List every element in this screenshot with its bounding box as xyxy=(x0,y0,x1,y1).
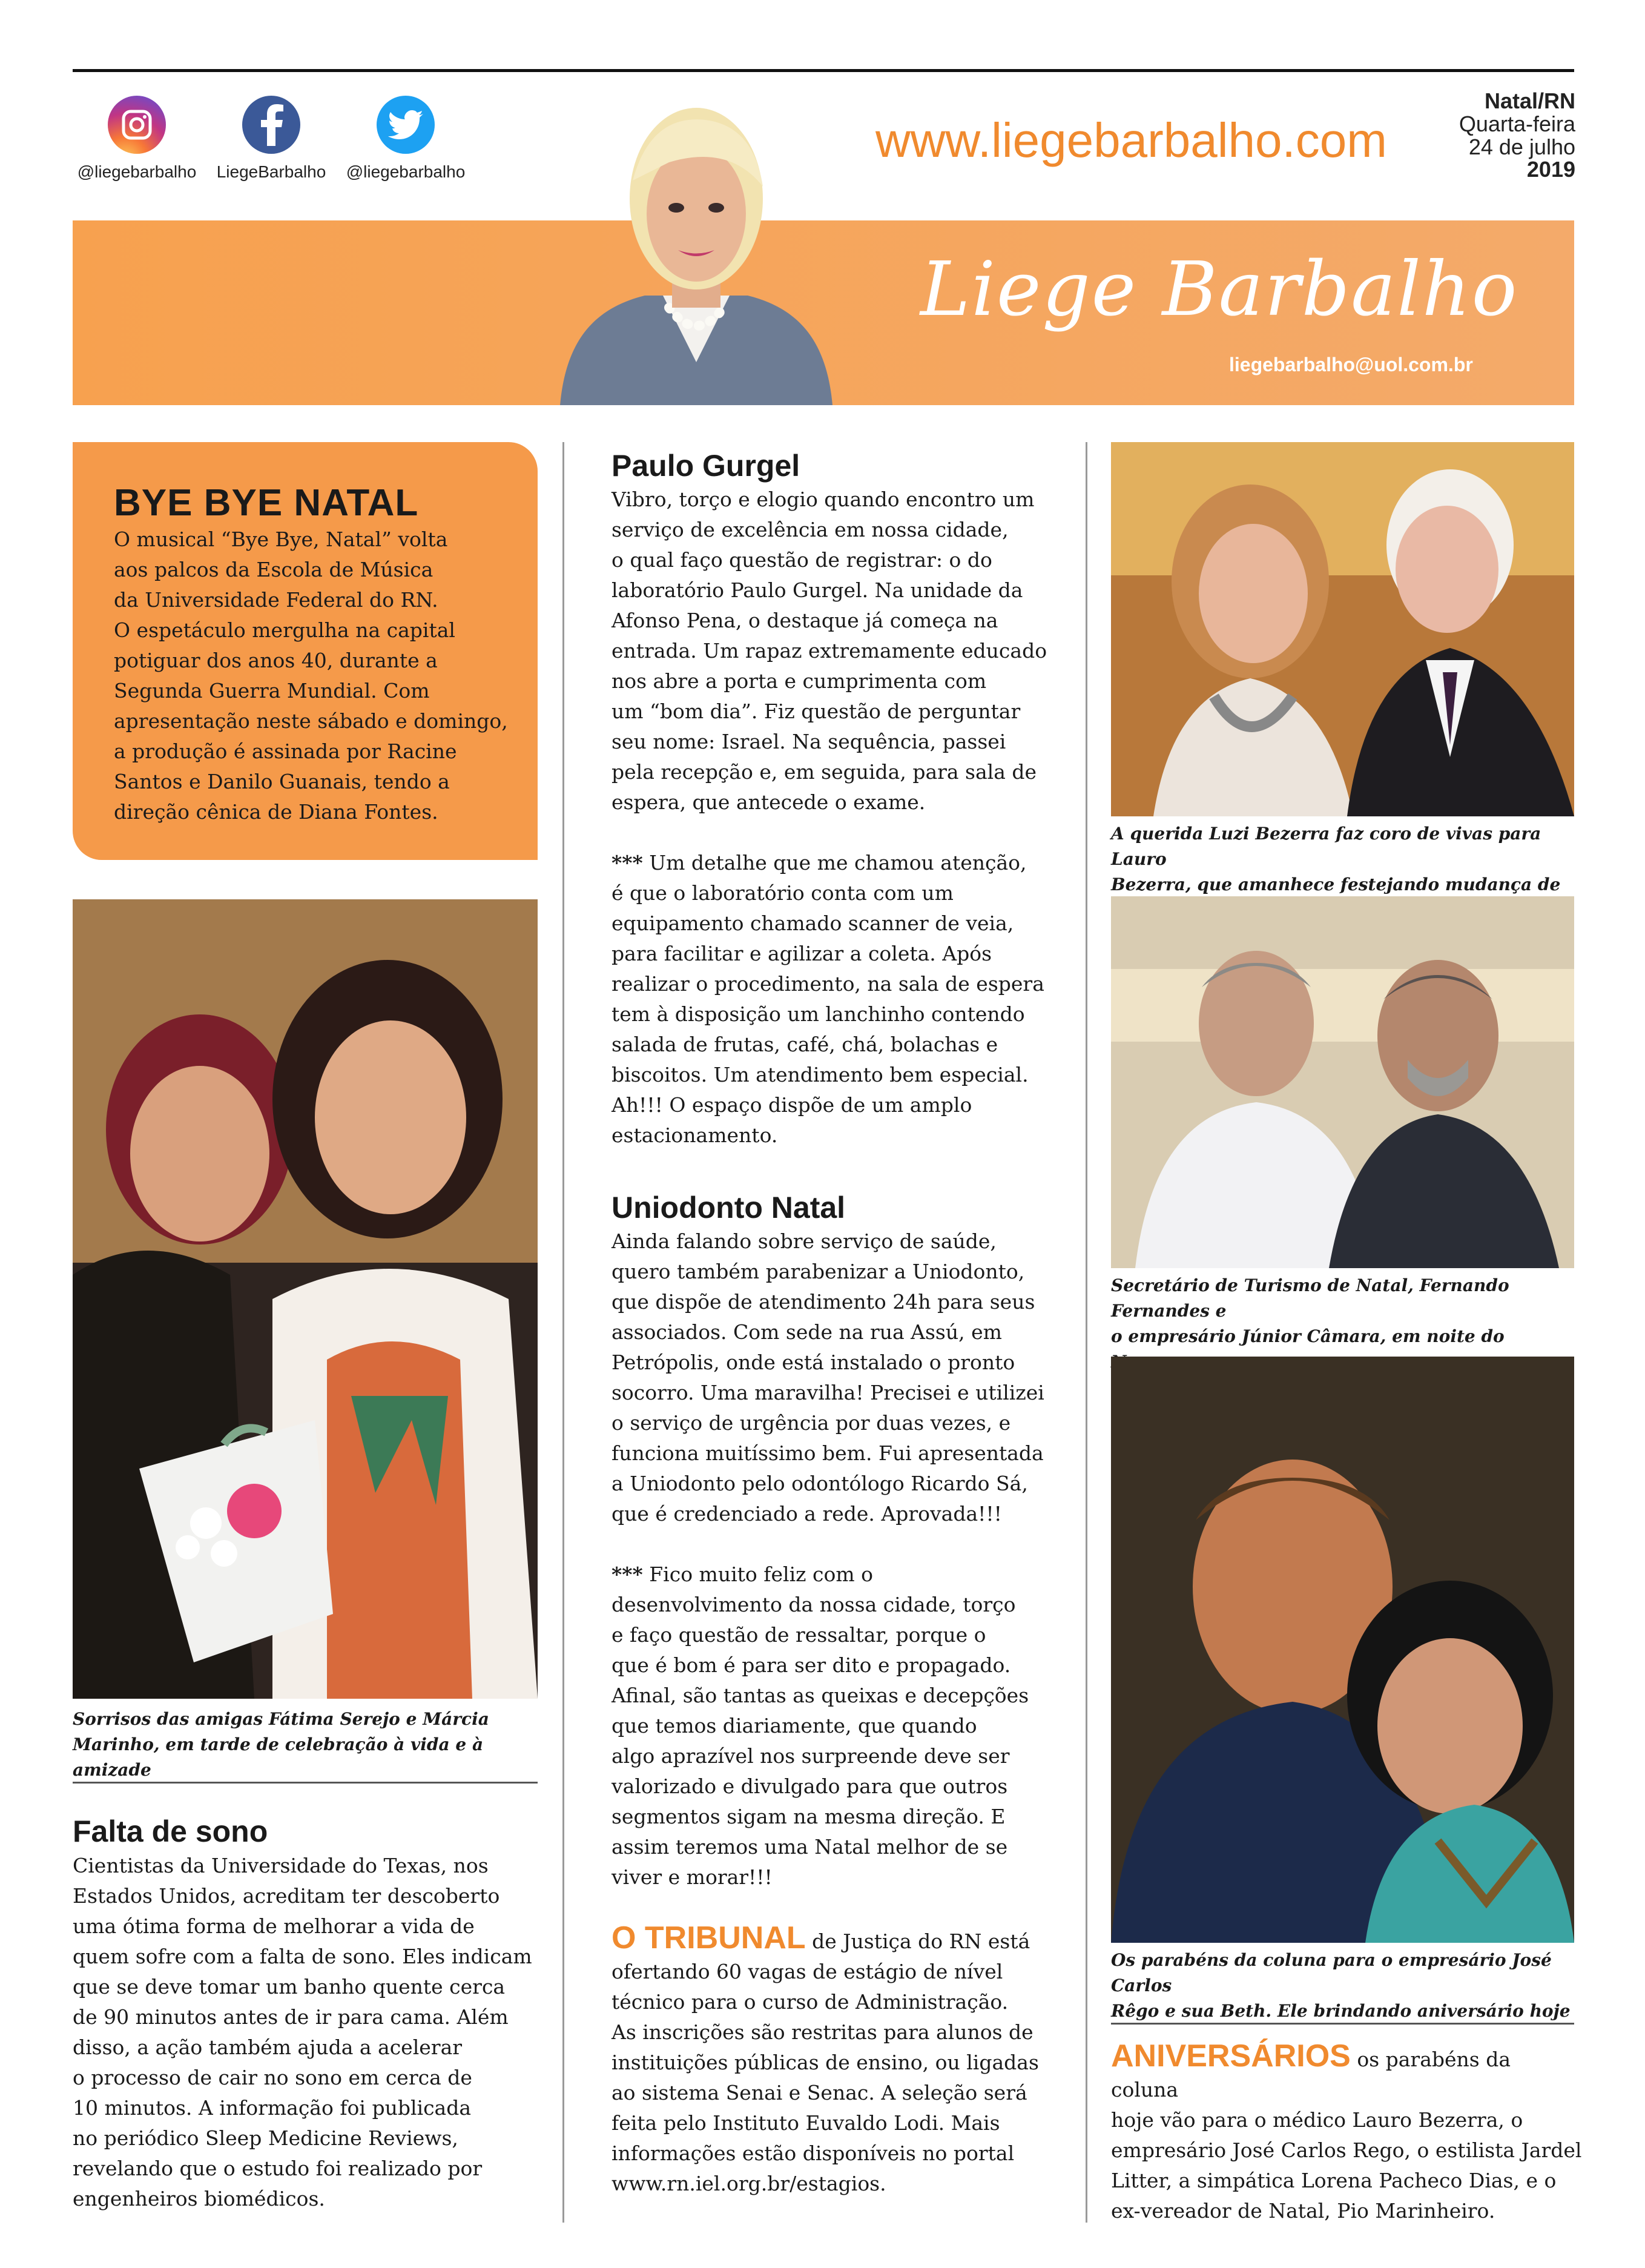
uniodonto-title: Uniodonto Natal xyxy=(612,1191,846,1225)
divider-col3 xyxy=(1111,2023,1574,2025)
instagram-handle[interactable]: @liegebarbalho xyxy=(77,162,197,181)
columnist-portrait xyxy=(548,78,845,405)
photo-luzi-lauro xyxy=(1111,442,1574,816)
twitter-handle[interactable]: @liegebarbalho xyxy=(346,162,466,181)
columnist-name: Liege Barbalho xyxy=(920,246,1518,333)
photo-caption-fernando-junior: Secretário de Turismo de Natal, Fernando Fernandes e o empresário Júnior Câmara, em noite do xyxy=(1111,1275,1509,1346)
paulo-gurgel-text: Vibro, torço e elogio quando encontro um serviço de excelência em nossa cidade, o qual faço questão de registrar: o do laboratório Paulo Gurgel. Na unidade da Afonso Pena, o destaque já começa na entrada. Um rapaz extremamente educado nos abre a porta e cumprimenta com um “bom dia”. Fiz questão de perguntar seu nome: Israel. Na sequência, passei pela recepção e, em seguida, para sala de espera, que antecede o exame. xyxy=(612,488,1047,814)
uniodonto-text: Ainda falando sobre serviço de saúde, quero também parabenizar a Uniodonto, que dispõe de atendimento 24h para seus associados. Com sede na rua Assú, em Petrópolis, onde está instalado o pronto socorro. Uma maravilha! Precisei e utilizei o serviço de urgência por duas vezes, e funciona muitíssimo bem. Fui apresentada a Uniodonto pelo odontólogo Ricardo Sá, que é credenciado a rede. Aprovada!!! xyxy=(612,1229,1044,1526)
uniodonto-text-2 xyxy=(612,1559,1072,1893)
paulo-gurgel-text-2 xyxy=(612,848,1072,1151)
instagram-icon[interactable] xyxy=(108,96,166,154)
date: 24 de julho xyxy=(1468,134,1575,159)
uniodonto-text-2-body: Fico muito feliz com o desenvolvimento da nossa cidade, torço e faço questão de ressaltar, porque o que é bom é para ser dito e propagado. Afinal, são tantas as queixas e decepções que temos diariamente, que quando algo aprazível nos surpreende deve ser valorizado e divulgado para que outros segmentos sigam na mesma direção. E assim teremos uma Natal melhor de se viver e morar!!! xyxy=(612,1562,1029,1889)
photo-caption-luzi-lauro: A querida Luzi Bezerra faz coro de vivas para Lauro Bezerra, que amanhece festejando mudança de xyxy=(1111,824,1561,894)
falta-de-sono-text: Cientistas da Universidade do Texas, nos Estados Unidos, acreditam ter descoberto uma ótima forma de melhorar a vida de quem sofre com a falta de sono. Eles indicam que se deve tomar um banho quente cerca de 90 minutos antes de ir para cama. Além disso, a ação também ajuda a acelerar o processo de cair no sono em cerca de 10 minutos. A informação foi publicada no periódico Sleep Medicine Reviews, revelando que o estudo foi realizado por engenheiros biomédicos. xyxy=(73,1854,532,2210)
photo-fernando-junior xyxy=(1111,896,1574,1268)
photo-caption-jose-carlos-beth: Os parabéns da coluna para o empresário José Carlos Rêgo e sua Beth. Ele brindando aniversário hoje xyxy=(1111,1950,1571,2021)
paulo-gurgel-text-2-body: Um detalhe que me chamou atenção, é que o laboratório conta com um equipamento chamado scanner de veia, para facilitar e agilizar a coleta. Após realizar o procedimento, na sala de espera tem à disposição um lanchinho contendo salada de frutas, café, chá, bolachas e biscoitos. Um atendimento bem especial. Ah!!! O espaço dispõe de um amplo estacionamento. xyxy=(612,851,1044,1147)
year: 2019 xyxy=(1526,157,1575,182)
aniversarios-head: ANIVERSÁRIOS xyxy=(1111,2038,1351,2074)
bye-bye-natal-title: BYE BYE NATAL xyxy=(114,482,419,524)
tribunal-head: O TRIBUNAL xyxy=(612,1920,806,1956)
bye-bye-natal-text: O musical “Bye Bye, Natal” volta aos palcos da Escola de Música da Universidade Federal do RN. O espetáculo mergulha na capital potiguar dos anos 40, durante a Segunda Guerra Mundial. Com apresentação neste sábado e domingo, a produção é assinada por Racine Santos e Danilo Guanais, tendo a direção cênica de Diana Fontes. xyxy=(114,527,508,824)
photo-fatima-marcia xyxy=(73,899,538,1699)
twitter-icon[interactable] xyxy=(377,96,435,154)
columnist-email[interactable]: liegebarbalho@uol.com.br xyxy=(1229,354,1473,375)
column-rule-1 xyxy=(562,442,564,2223)
paulo-gurgel-title: Paulo Gurgel xyxy=(612,449,800,483)
photo-caption-fatima-marcia: Sorrisos das amigas Fátima Serejo e Márcia Marinho, em tarde de celebração à vida e à amizade xyxy=(73,1709,489,1780)
column-rule-2 xyxy=(1086,442,1087,2223)
date-block xyxy=(1411,90,1575,181)
photo-jose-carlos-beth xyxy=(1111,1357,1574,1943)
aniversarios-text xyxy=(1111,2038,1583,2226)
facebook-icon[interactable] xyxy=(242,96,300,154)
stars-marker-2: *** xyxy=(612,1562,643,1586)
top-rule xyxy=(73,69,1574,72)
tribunal-text xyxy=(612,1920,1072,2199)
divider-col1 xyxy=(73,1782,538,1784)
falta-de-sono-title: Falta de sono xyxy=(73,1814,268,1848)
tribunal-body: de Justiça do RN está ofertando 60 vagas de estágio de nível técnico para o curso de Administração. As inscrições são restritas para alunos de instituições públicas de ensino, ou ligadas ao sistema Senai e Senac. A seleção será feita pelo Instituto Euvaldo Lodi. Mais informações estão disponíveis no portal www.rn.iel.org.br/estagios. xyxy=(612,1929,1039,2195)
place: Natal/RN xyxy=(1484,88,1575,113)
stars-marker: *** xyxy=(612,851,643,874)
website-link[interactable]: www.liegebarbalho.com xyxy=(875,113,1387,167)
facebook-handle[interactable]: LiegeBarbalho xyxy=(216,162,326,181)
aniversarios-body: os parabéns da coluna hoje vão para o médico Lauro Bezerra, o empresário José Carlos Rego, o estilista Jardel Litter, a simpática Lorena Pacheco Dias, e o ex-vereador de Natal, Pio Marinheiro. xyxy=(1111,2048,1582,2223)
weekday: Quarta-feira xyxy=(1459,111,1575,136)
